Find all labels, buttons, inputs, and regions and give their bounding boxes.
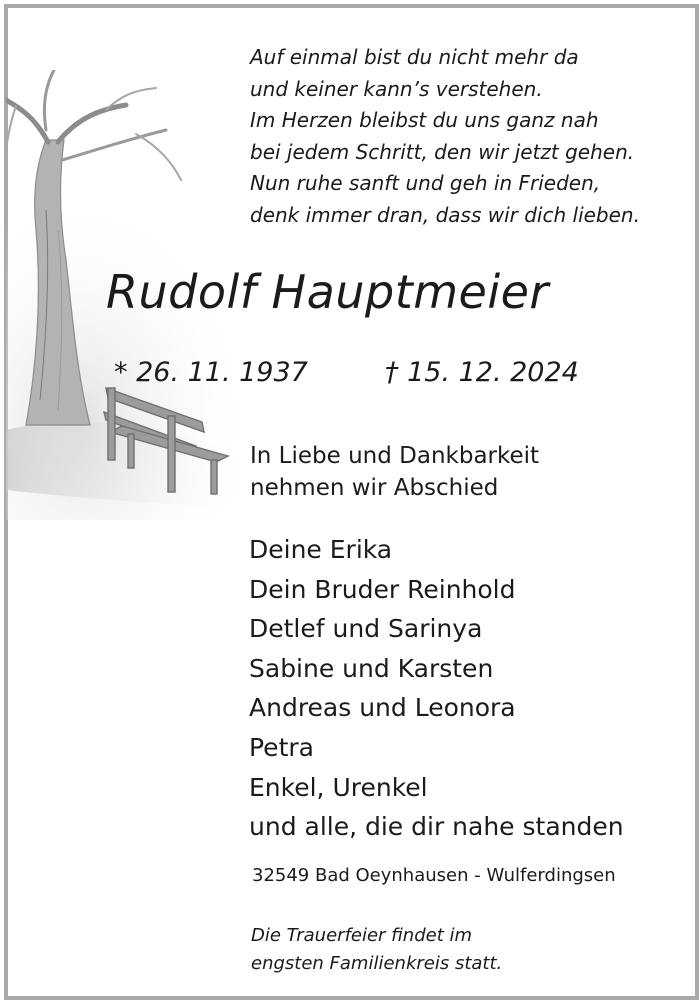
ceremony-note xyxy=(251,922,502,978)
place-line: 32549 Bad Oeynhausen - Wulferdingsen xyxy=(252,865,616,886)
farewell-text xyxy=(250,440,539,504)
family-member: Deine Erika xyxy=(249,535,393,564)
death-date: † 15. 12. 2024 xyxy=(385,357,579,388)
family-member: Detlef und Sarinya xyxy=(249,614,483,644)
poem xyxy=(250,42,680,231)
poem-line: und keiner kann’s verstehen. xyxy=(250,76,543,101)
poem-line: bei jedem Schritt, den wir jetzt gehen. xyxy=(250,139,635,164)
deceased-name: Rudolf Hauptmeier xyxy=(106,265,549,319)
poem-line: denk immer dran, dass wir dich lieben. xyxy=(250,202,640,227)
farewell-line: nehmen wir Abschied xyxy=(250,475,499,501)
ceremony-line: engsten Familienkreis statt. xyxy=(251,953,503,974)
family-member: Andreas und Leonora xyxy=(249,693,516,723)
poem-line: Nun ruhe sanft und geh in Frieden, xyxy=(250,171,601,195)
ceremony-line: Die Trauerfeier findet im xyxy=(251,925,473,946)
family-member: Dein Bruder Reinhold xyxy=(249,574,516,604)
family-list xyxy=(249,530,624,847)
birth-date: * 26. 11. 1937 xyxy=(114,357,308,388)
farewell-line: In Liebe und Dankbarkeit xyxy=(250,443,540,469)
poem-line: Auf einmal bist du nicht mehr da xyxy=(250,45,579,69)
family-member: und alle, die dir nahe standen xyxy=(249,812,624,842)
poem-line: Im Herzen bleibst du uns ganz nah xyxy=(250,108,599,132)
family-member: Enkel, Urenkel xyxy=(249,772,428,802)
family-member: Petra xyxy=(249,732,314,762)
family-member: Sabine und Karsten xyxy=(249,653,494,683)
